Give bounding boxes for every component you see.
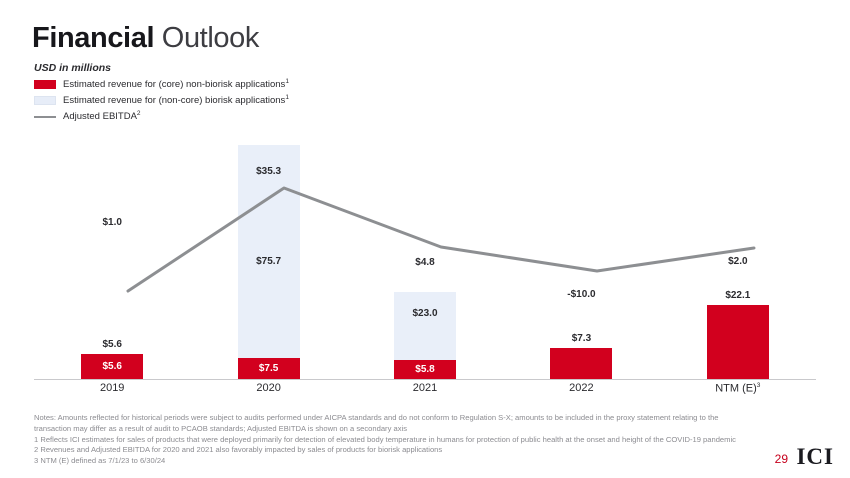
bar-label-core-2021: $5.8 — [415, 364, 435, 375]
ebitda-label-2022: -$10.0 — [567, 289, 596, 300]
legend-label-ebitda: Adjusted EBITDA$^2$ — [63, 109, 141, 123]
bar-segment-core-2020 — [238, 358, 300, 380]
footnote-4: 3 NTM (E) defined as 7/1/23 to 6/30/24 — [34, 456, 166, 466]
ebitda-label-2020: $35.3 — [256, 166, 282, 177]
ebitda-label-ntm: $2.0 — [728, 256, 748, 267]
bar-outside-label-2022: $7.3 — [571, 333, 592, 344]
chart-column-2019 — [34, 108, 190, 380]
bar-stack-2020 — [238, 145, 300, 380]
x-tick-2021: 2021 — [412, 382, 438, 394]
legend-label-core: Estimated revenue for (core) non-biorisk applications$^1$ — [63, 77, 289, 91]
bar-segment-core-2021 — [394, 360, 456, 380]
footnote-3: 2 Revenues and Adjusted EBITDA for 2020 and 2021 also favorably impacted by sales of products for biorisk applications — [34, 445, 443, 455]
chart-x-axis-labels — [34, 382, 816, 395]
chart-column-2021 — [347, 108, 503, 380]
chart-column-2022 — [503, 108, 659, 380]
bar-segment-noncore-2021 — [394, 292, 456, 360]
bar-stack-2021 — [394, 292, 456, 380]
legend-swatch-noncore-icon — [34, 96, 56, 105]
ebitda-label-2019: $1.0 — [102, 217, 122, 228]
legend-item-noncore — [34, 93, 289, 107]
bar-outside-label-ntm: $22.1 — [725, 290, 751, 301]
bar-stack-ntm — [707, 305, 769, 380]
bar-label-noncore-2021: $23.0 — [412, 308, 438, 319]
legend-label-noncore: Estimated revenue for (non-core) biorisk applications$^1$ — [63, 93, 289, 107]
page-title-light: Outlook — [161, 22, 259, 54]
x-tick-2022: 2022 — [569, 382, 594, 394]
chart-plot-area — [34, 108, 816, 380]
footnote-0: Notes: Amounts reflected for historical periods were subject to audits performed under AICPA standards and do not conform to Regulation S-X; amounts to be included in the proxy statement relating to the — [34, 413, 719, 422]
bar-segment-core-ntm — [707, 305, 769, 380]
chart-column-ntm — [660, 108, 816, 380]
page-title-bold: Financial — [32, 22, 155, 54]
bar-stack-2022 — [550, 348, 612, 380]
x-tick-2019: 2019 — [99, 382, 125, 394]
bar-label-core-2020: $7.5 — [258, 363, 279, 374]
bar-label-noncore-2020: $75.7 — [256, 256, 282, 267]
bar-stack-2019 — [81, 354, 143, 380]
chart-column-2020 — [190, 108, 346, 380]
company-logo: ICI — [796, 444, 834, 469]
legend-item-core — [34, 77, 289, 91]
footnote-2: 1 Reflects ICI estimates for sales of products that were deployed primarily for detection of elevated body temperature in humans for protection of public health at the onset and height of the COVID-19 pandemic — [34, 434, 736, 444]
bar-segment-core-2022 — [550, 348, 612, 380]
x-tick-2020: 2020 — [256, 382, 281, 394]
bar-segment-core-2019 — [81, 354, 143, 380]
page-title — [32, 22, 259, 55]
bar-outside-label-2019: $5.6 — [102, 339, 122, 350]
legend-swatch-core-icon — [34, 80, 56, 89]
footnote-1: transaction may differ as a result of audit to PCAOB standards; Adjusted EBITDA is shown on a secondary axis — [34, 423, 407, 433]
chart-columns — [34, 108, 816, 380]
chart-x-axis — [34, 379, 816, 380]
footnotes — [34, 413, 774, 467]
units-label: USD in millions — [34, 62, 112, 74]
bar-label-core-2019: $5.6 — [102, 361, 122, 372]
ebitda-label-2021: $4.8 — [415, 257, 435, 268]
x-tick-ntm: NTM $(E)^3$ — [715, 382, 761, 395]
page-number: 29 — [774, 452, 788, 466]
